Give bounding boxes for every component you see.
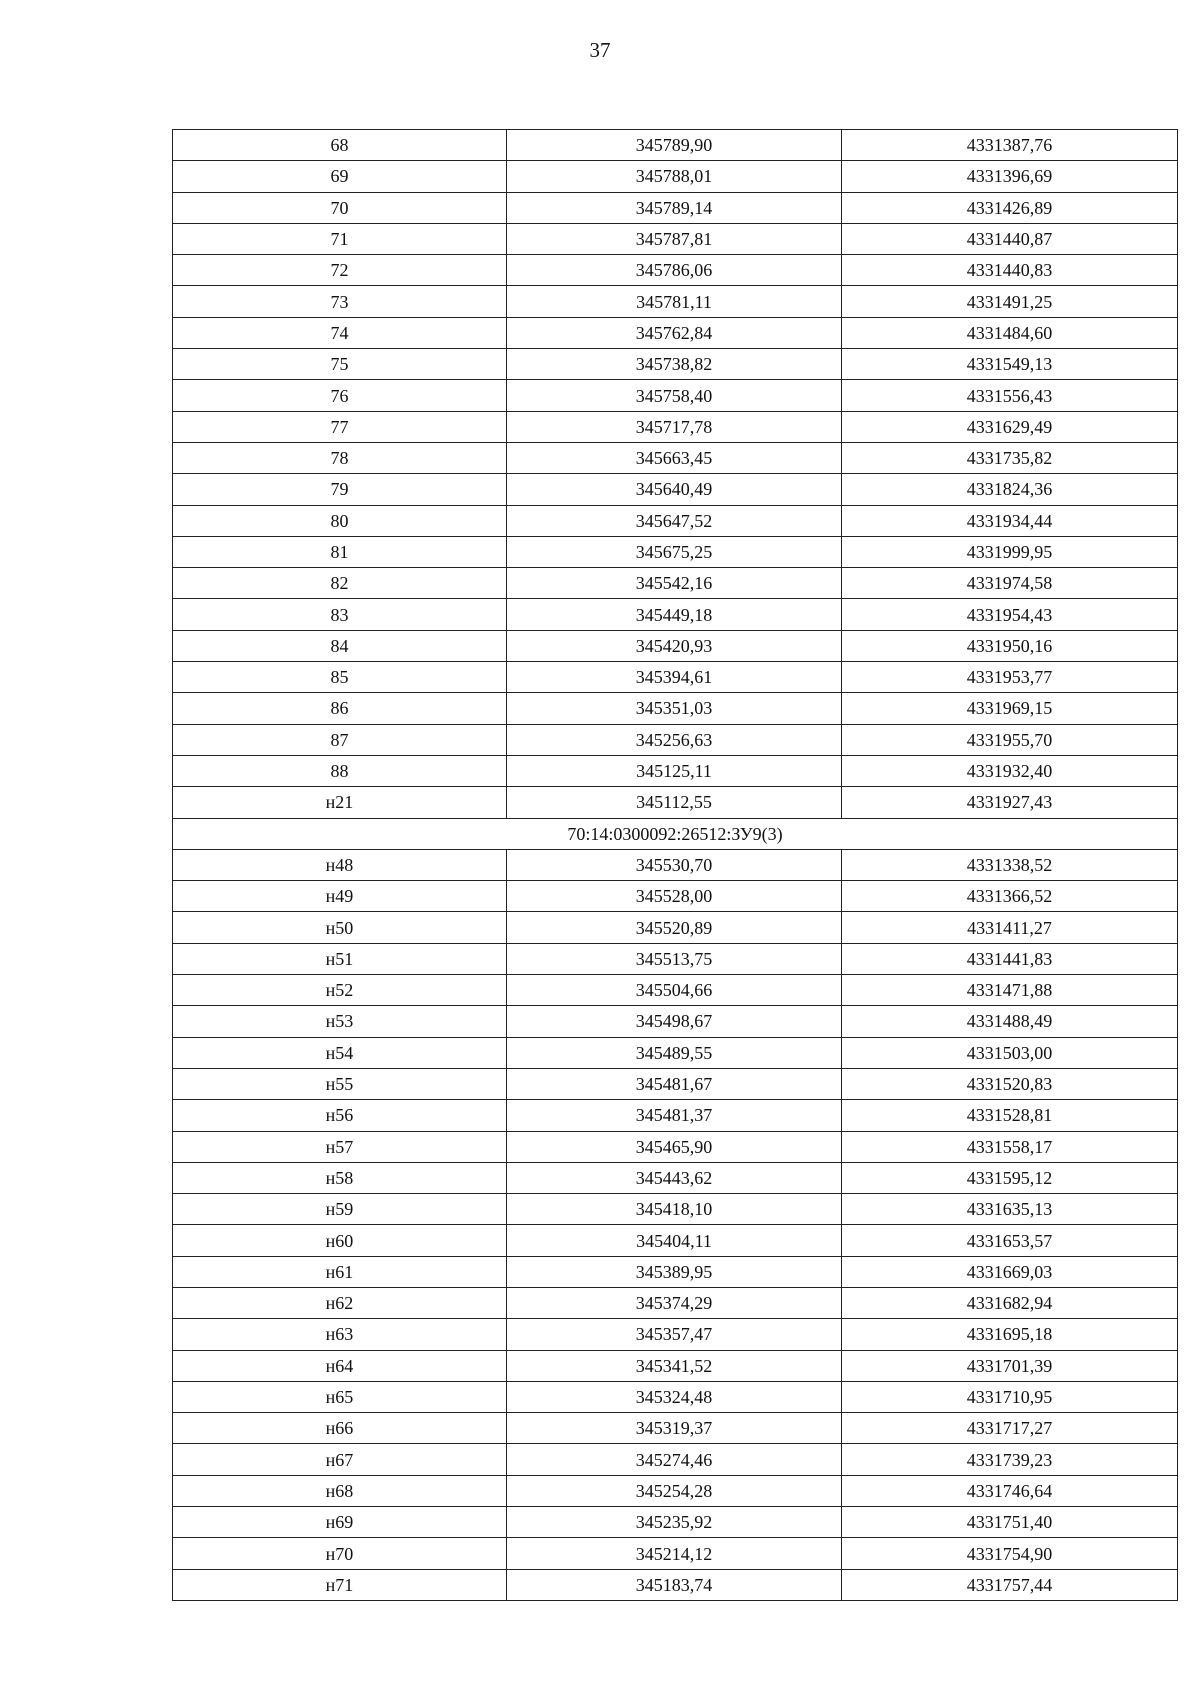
point-number-cell: 78 xyxy=(173,442,507,473)
point-number-cell: н48 xyxy=(173,849,507,880)
point-number-cell: 87 xyxy=(173,724,507,755)
y-coordinate-cell: 4331491,25 xyxy=(842,286,1178,317)
x-coordinate-cell: 345256,63 xyxy=(507,724,842,755)
section-title: 70:14:0300092:26512:ЗУ9(3) xyxy=(173,818,1178,849)
table-row xyxy=(173,724,1178,755)
x-coordinate-cell: 345394,61 xyxy=(507,662,842,693)
point-number-cell: н59 xyxy=(173,1194,507,1225)
x-coordinate-cell: 345663,45 xyxy=(507,442,842,473)
point-number-cell: 79 xyxy=(173,474,507,505)
y-coordinate-cell: 4331426,89 xyxy=(842,192,1178,223)
table-row xyxy=(173,693,1178,724)
x-coordinate-cell: 345324,48 xyxy=(507,1381,842,1412)
y-coordinate-cell: 4331488,49 xyxy=(842,1006,1178,1037)
x-coordinate-cell: 345647,52 xyxy=(507,505,842,536)
point-number-cell: н71 xyxy=(173,1569,507,1600)
x-coordinate-cell: 345787,81 xyxy=(507,223,842,254)
y-coordinate-cell: 4331549,13 xyxy=(842,349,1178,380)
y-coordinate-cell: 4331710,95 xyxy=(842,1381,1178,1412)
table-row xyxy=(173,1162,1178,1193)
y-coordinate-cell: 4331471,88 xyxy=(842,975,1178,1006)
x-coordinate-cell: 345781,11 xyxy=(507,286,842,317)
point-number-cell: 74 xyxy=(173,317,507,348)
x-coordinate-cell: 345530,70 xyxy=(507,849,842,880)
point-number-cell: н62 xyxy=(173,1287,507,1318)
table-row xyxy=(173,349,1178,380)
table-row xyxy=(173,975,1178,1006)
x-coordinate-cell: 345481,37 xyxy=(507,1100,842,1131)
x-coordinate-cell: 345254,28 xyxy=(507,1475,842,1506)
point-number-cell: н58 xyxy=(173,1162,507,1193)
x-coordinate-cell: 345420,93 xyxy=(507,630,842,661)
table-row xyxy=(173,1225,1178,1256)
y-coordinate-cell: 4331484,60 xyxy=(842,317,1178,348)
y-coordinate-cell: 4331969,15 xyxy=(842,693,1178,724)
y-coordinate-cell: 4331955,70 xyxy=(842,724,1178,755)
y-coordinate-cell: 4331520,83 xyxy=(842,1068,1178,1099)
point-number-cell: 72 xyxy=(173,255,507,286)
y-coordinate-cell: 4331669,03 xyxy=(842,1256,1178,1287)
point-number-cell: н69 xyxy=(173,1507,507,1538)
table-row xyxy=(173,255,1178,286)
x-coordinate-cell: 345351,03 xyxy=(507,693,842,724)
x-coordinate-cell: 345788,01 xyxy=(507,161,842,192)
point-number-cell: 77 xyxy=(173,411,507,442)
y-coordinate-cell: 4331556,43 xyxy=(842,380,1178,411)
y-coordinate-cell: 4331503,00 xyxy=(842,1037,1178,1068)
x-coordinate-cell: 345489,55 xyxy=(507,1037,842,1068)
table-row xyxy=(173,1507,1178,1538)
point-number-cell: н51 xyxy=(173,943,507,974)
point-number-cell: н53 xyxy=(173,1006,507,1037)
y-coordinate-cell: 4331735,82 xyxy=(842,442,1178,473)
x-coordinate-cell: 345389,95 xyxy=(507,1256,842,1287)
x-coordinate-cell: 345758,40 xyxy=(507,380,842,411)
y-coordinate-cell: 4331629,49 xyxy=(842,411,1178,442)
x-coordinate-cell: 345498,67 xyxy=(507,1006,842,1037)
y-coordinate-cell: 4331558,17 xyxy=(842,1131,1178,1162)
x-coordinate-cell: 345640,49 xyxy=(507,474,842,505)
x-coordinate-cell: 345449,18 xyxy=(507,599,842,630)
y-coordinate-cell: 4331927,43 xyxy=(842,787,1178,818)
table-row xyxy=(173,1287,1178,1318)
section-header-row xyxy=(173,818,1178,849)
point-number-cell: 75 xyxy=(173,349,507,380)
table-row xyxy=(173,1538,1178,1569)
x-coordinate-cell: 345481,67 xyxy=(507,1068,842,1099)
x-coordinate-cell: 345675,25 xyxy=(507,536,842,567)
point-number-cell: н52 xyxy=(173,975,507,1006)
x-coordinate-cell: 345513,75 xyxy=(507,943,842,974)
point-number-cell: 83 xyxy=(173,599,507,630)
y-coordinate-cell: 4331824,36 xyxy=(842,474,1178,505)
x-coordinate-cell: 345374,29 xyxy=(507,1287,842,1318)
table-row xyxy=(173,1194,1178,1225)
y-coordinate-cell: 4331954,43 xyxy=(842,599,1178,630)
point-number-cell: 84 xyxy=(173,630,507,661)
x-coordinate-cell: 345183,74 xyxy=(507,1569,842,1600)
table-row xyxy=(173,536,1178,567)
y-coordinate-cell: 4331999,95 xyxy=(842,536,1178,567)
x-coordinate-cell: 345443,62 xyxy=(507,1162,842,1193)
x-coordinate-cell: 345504,66 xyxy=(507,975,842,1006)
table-row xyxy=(173,630,1178,661)
y-coordinate-cell: 4331934,44 xyxy=(842,505,1178,536)
y-coordinate-cell: 4331440,87 xyxy=(842,223,1178,254)
table-row xyxy=(173,474,1178,505)
table-row xyxy=(173,380,1178,411)
table-row xyxy=(173,849,1178,880)
table-row xyxy=(173,1319,1178,1350)
table-row xyxy=(173,1413,1178,1444)
y-coordinate-cell: 4331717,27 xyxy=(842,1413,1178,1444)
y-coordinate-cell: 4331595,12 xyxy=(842,1162,1178,1193)
y-coordinate-cell: 4331754,90 xyxy=(842,1538,1178,1569)
y-coordinate-cell: 4331974,58 xyxy=(842,568,1178,599)
y-coordinate-cell: 4331682,94 xyxy=(842,1287,1178,1318)
table-row xyxy=(173,568,1178,599)
y-coordinate-cell: 4331387,76 xyxy=(842,130,1178,161)
table-row xyxy=(173,662,1178,693)
point-number-cell: 68 xyxy=(173,130,507,161)
table-row xyxy=(173,192,1178,223)
table-row xyxy=(173,411,1178,442)
point-number-cell: н57 xyxy=(173,1131,507,1162)
point-number-cell: н50 xyxy=(173,912,507,943)
table-row xyxy=(173,505,1178,536)
y-coordinate-cell: 4331653,57 xyxy=(842,1225,1178,1256)
point-number-cell: 88 xyxy=(173,755,507,786)
y-coordinate-cell: 4331950,16 xyxy=(842,630,1178,661)
point-number-cell: 73 xyxy=(173,286,507,317)
table-row xyxy=(173,912,1178,943)
x-coordinate-cell: 345319,37 xyxy=(507,1413,842,1444)
point-number-cell: н64 xyxy=(173,1350,507,1381)
table-row xyxy=(173,161,1178,192)
y-coordinate-cell: 4331396,69 xyxy=(842,161,1178,192)
table-row xyxy=(173,1006,1178,1037)
y-coordinate-cell: 4331338,52 xyxy=(842,849,1178,880)
x-coordinate-cell: 345520,89 xyxy=(507,912,842,943)
table-row xyxy=(173,1475,1178,1506)
table-row xyxy=(173,1037,1178,1068)
y-coordinate-cell: 4331411,27 xyxy=(842,912,1178,943)
y-coordinate-cell: 4331440,83 xyxy=(842,255,1178,286)
table-row xyxy=(173,1256,1178,1287)
point-number-cell: 85 xyxy=(173,662,507,693)
point-number-cell: н61 xyxy=(173,1256,507,1287)
table-row xyxy=(173,286,1178,317)
x-coordinate-cell: 345786,06 xyxy=(507,255,842,286)
coordinates-table-body xyxy=(173,130,1178,1601)
page-number: 37 xyxy=(589,38,611,62)
table-row xyxy=(173,130,1178,161)
table-row xyxy=(173,1381,1178,1412)
table-row xyxy=(173,787,1178,818)
x-coordinate-cell: 345465,90 xyxy=(507,1131,842,1162)
x-coordinate-cell: 345418,10 xyxy=(507,1194,842,1225)
x-coordinate-cell: 345789,14 xyxy=(507,192,842,223)
x-coordinate-cell: 345762,84 xyxy=(507,317,842,348)
y-coordinate-cell: 4331441,83 xyxy=(842,943,1178,974)
table-row xyxy=(173,599,1178,630)
point-number-cell: н56 xyxy=(173,1100,507,1131)
x-coordinate-cell: 345125,11 xyxy=(507,755,842,786)
table-row xyxy=(173,1444,1178,1475)
x-coordinate-cell: 345214,12 xyxy=(507,1538,842,1569)
table-row xyxy=(173,755,1178,786)
x-coordinate-cell: 345542,16 xyxy=(507,568,842,599)
table-row xyxy=(173,943,1178,974)
table-row xyxy=(173,317,1178,348)
y-coordinate-cell: 4331701,39 xyxy=(842,1350,1178,1381)
y-coordinate-cell: 4331932,40 xyxy=(842,755,1178,786)
x-coordinate-cell: 345235,92 xyxy=(507,1507,842,1538)
table-row xyxy=(173,1569,1178,1600)
x-coordinate-cell: 345357,47 xyxy=(507,1319,842,1350)
x-coordinate-cell: 345404,11 xyxy=(507,1225,842,1256)
coordinates-table xyxy=(172,129,1178,1601)
x-coordinate-cell: 345789,90 xyxy=(507,130,842,161)
point-number-cell: н63 xyxy=(173,1319,507,1350)
point-number-cell: 69 xyxy=(173,161,507,192)
point-number-cell: 86 xyxy=(173,693,507,724)
table-row xyxy=(173,223,1178,254)
y-coordinate-cell: 4331635,13 xyxy=(842,1194,1178,1225)
table-row xyxy=(173,1350,1178,1381)
x-coordinate-cell: 345112,55 xyxy=(507,787,842,818)
point-number-cell: н55 xyxy=(173,1068,507,1099)
y-coordinate-cell: 4331751,40 xyxy=(842,1507,1178,1538)
y-coordinate-cell: 4331528,81 xyxy=(842,1100,1178,1131)
y-coordinate-cell: 4331695,18 xyxy=(842,1319,1178,1350)
point-number-cell: н54 xyxy=(173,1037,507,1068)
point-number-cell: н21 xyxy=(173,787,507,818)
point-number-cell: 80 xyxy=(173,505,507,536)
table-row xyxy=(173,881,1178,912)
point-number-cell: н70 xyxy=(173,1538,507,1569)
x-coordinate-cell: 345717,78 xyxy=(507,411,842,442)
x-coordinate-cell: 345528,00 xyxy=(507,881,842,912)
point-number-cell: н65 xyxy=(173,1381,507,1412)
point-number-cell: 82 xyxy=(173,568,507,599)
x-coordinate-cell: 345274,46 xyxy=(507,1444,842,1475)
y-coordinate-cell: 4331757,44 xyxy=(842,1569,1178,1600)
x-coordinate-cell: 345738,82 xyxy=(507,349,842,380)
y-coordinate-cell: 4331746,64 xyxy=(842,1475,1178,1506)
point-number-cell: н68 xyxy=(173,1475,507,1506)
y-coordinate-cell: 4331739,23 xyxy=(842,1444,1178,1475)
point-number-cell: н49 xyxy=(173,881,507,912)
point-number-cell: 81 xyxy=(173,536,507,567)
point-number-cell: 71 xyxy=(173,223,507,254)
table-row xyxy=(173,442,1178,473)
point-number-cell: н67 xyxy=(173,1444,507,1475)
point-number-cell: 76 xyxy=(173,380,507,411)
table-row xyxy=(173,1100,1178,1131)
y-coordinate-cell: 4331366,52 xyxy=(842,881,1178,912)
x-coordinate-cell: 345341,52 xyxy=(507,1350,842,1381)
point-number-cell: н60 xyxy=(173,1225,507,1256)
table-row xyxy=(173,1068,1178,1099)
point-number-cell: 70 xyxy=(173,192,507,223)
table-row xyxy=(173,1131,1178,1162)
point-number-cell: н66 xyxy=(173,1413,507,1444)
y-coordinate-cell: 4331953,77 xyxy=(842,662,1178,693)
